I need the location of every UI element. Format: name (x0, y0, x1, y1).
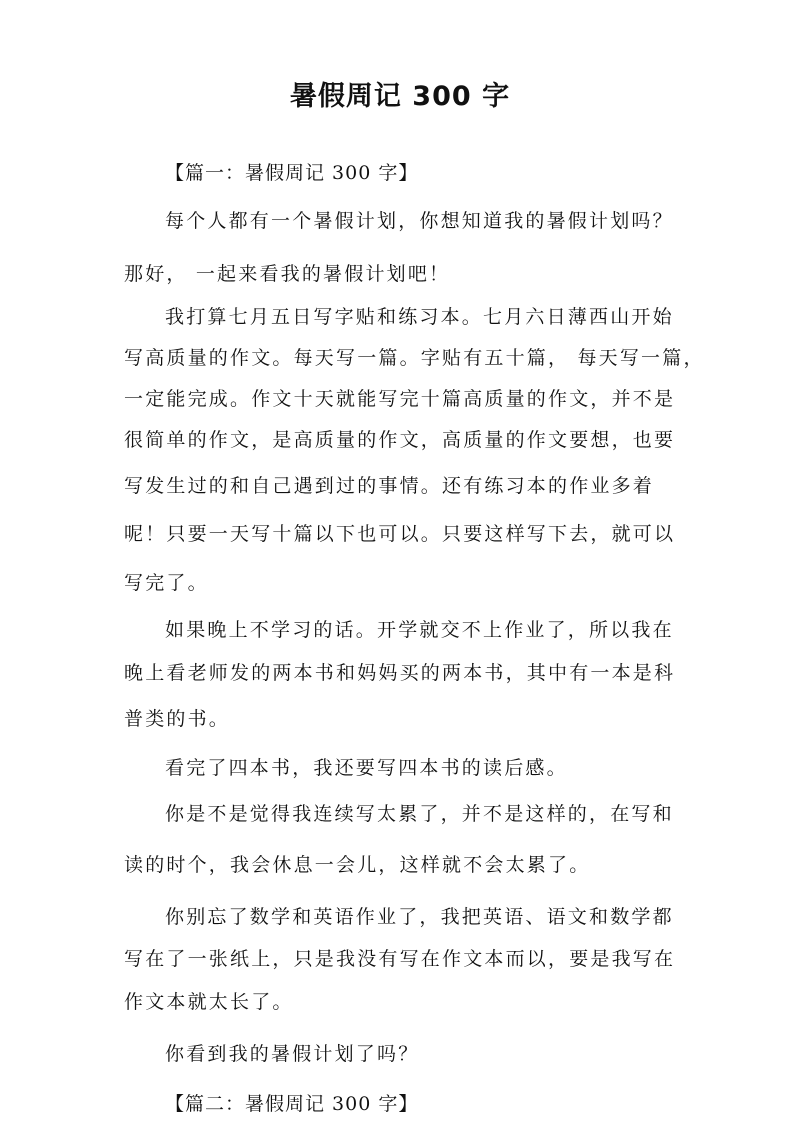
paragraph-line: 写发生过的和自己遇到过的事情。还有练习本的作业多着 (124, 475, 655, 497)
paragraph-line: 每个人都有一个暑假计划，你想知道我的暑假计划吗？ (165, 210, 674, 232)
section-heading: 【篇二：暑假周记 300 字】 (165, 1093, 419, 1115)
paragraph-line: 你别忘了数学和英语作业了，我把英语、语文和数学都 (165, 906, 674, 928)
paragraph-line: 写在了一张纸上，只是我没有写在作文本而以，要是我写在 (124, 948, 676, 970)
paragraph-line: 看完了四本书，我还要写四本书的读后感。 (165, 757, 568, 779)
paragraph-line: 普类的书。 (124, 708, 231, 730)
paragraph-line: 你是不是觉得我连续写太累了，并不是这样的，在写和 (165, 803, 674, 825)
section-heading: 【篇一：暑假周记 300 字】 (165, 162, 419, 184)
paragraph-line: 一定能完成。作文十天就能写完十篇高质量的作文，并不是 (124, 388, 676, 410)
document-title: 暑假周记 300 字 (289, 81, 511, 112)
paragraph-line: 那好， 一起来看我的暑假计划吧！ (124, 263, 451, 285)
paragraph-line: 我打算七月五日写字贴和练习本。七月六日薄西山开始 (165, 306, 674, 328)
paragraph-line: 作文本就太长了。 (124, 991, 294, 1013)
paragraph-line: 写高质量的作文。每天写一篇。字贴有五十篇， 每天写一篇， (124, 347, 705, 369)
paragraph-line: 晚上看老师发的两本书和妈妈买的两本书，其中有一本是科 (124, 662, 676, 684)
paragraph-line: 你看到我的暑假计划了吗？ (165, 1043, 420, 1065)
paragraph-line: 如果晚上不学习的话。开学就交不上作业了，所以我在 (165, 619, 674, 641)
paragraph-line: 读的时个，我会休息一会儿，这样就不会太累了。 (124, 854, 591, 876)
paragraph-line: 很简单的作文，是高质量的作文，高质量的作文要想，也要 (124, 429, 676, 451)
paragraph-line: 写完了。 (124, 572, 209, 594)
paragraph-line: 呢！只要一天写十篇以下也可以。只要这样写下去，就可以 (124, 523, 676, 545)
